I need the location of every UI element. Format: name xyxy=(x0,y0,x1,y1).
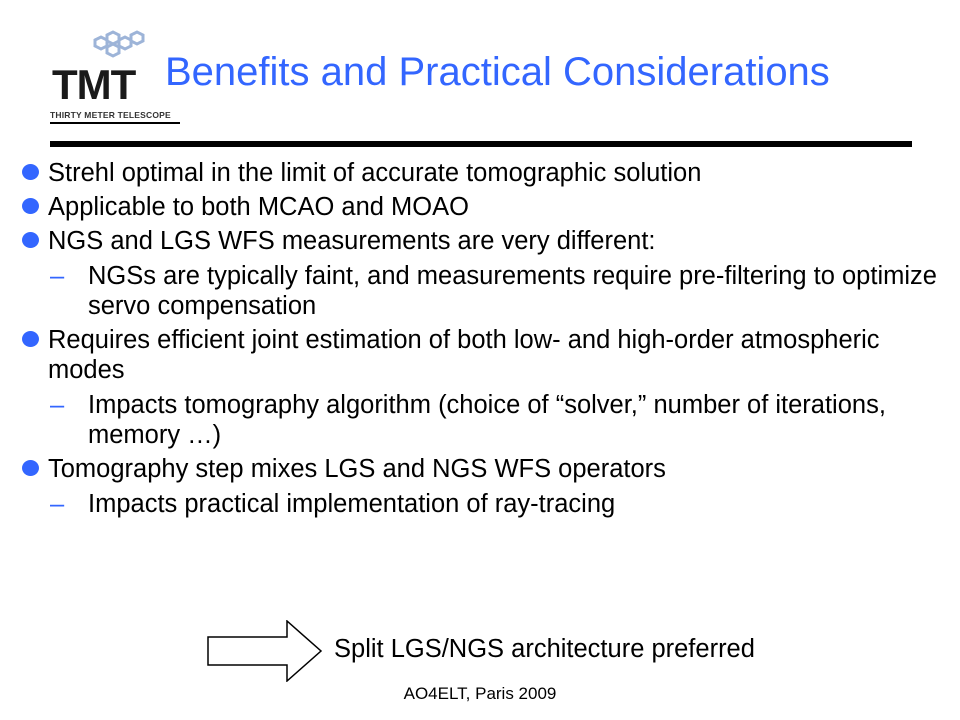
logo-subtitle: THIRTY METER TELESCOPE xyxy=(50,110,171,120)
bullet-item xyxy=(22,325,952,385)
bullet-list xyxy=(22,154,952,519)
bullet-dot-icon xyxy=(22,331,39,347)
dash-marker: – xyxy=(50,391,65,419)
bullet-item xyxy=(22,226,952,256)
logo-underline xyxy=(50,122,180,124)
logo-wordmark: TMT xyxy=(52,61,136,108)
bullet-item xyxy=(22,454,952,484)
bullet-text: Requires efficient joint estimation of both low- and high-order atmospheric modes xyxy=(48,326,880,384)
bullet-dot-icon xyxy=(22,164,39,180)
bullet-dot-icon xyxy=(22,198,39,214)
bullet-text: Strehl optimal in the limit of accurate tomographic solution xyxy=(48,159,702,187)
conclusion-text: Split LGS/NGS architecture preferred xyxy=(334,635,755,663)
sub-bullet-item xyxy=(22,390,952,450)
sub-bullet-item xyxy=(22,489,952,519)
dash-marker: – xyxy=(50,262,65,290)
sub-bullet-text: Impacts tomography algorithm (choice of “solver,” number of iterations, memory …) xyxy=(88,391,886,449)
bullet-text: Applicable to both MCAO and MOAO xyxy=(48,193,469,221)
bullet-text: Tomography step mixes LGS and NGS WFS operators xyxy=(48,455,666,483)
right-arrow-icon xyxy=(207,620,323,682)
slide-title: Benefits and Practical Considerations xyxy=(165,50,830,94)
bullet-item xyxy=(22,158,952,188)
bullet-dot-icon xyxy=(22,232,39,248)
sub-bullet-item xyxy=(22,261,952,321)
bullet-text: NGS and LGS WFS measurements are very different: xyxy=(48,227,656,255)
footer-text: AO4ELT, Paris 2009 xyxy=(403,684,557,703)
dash-marker: – xyxy=(50,490,65,518)
bullet-item xyxy=(22,192,952,222)
sub-bullet-text: NGSs are typically faint, and measurements require pre-filtering to optimize servo compensation xyxy=(88,262,937,320)
sub-bullet-text: Impacts practical implementation of ray-tracing xyxy=(88,490,616,518)
bullet-dot-icon xyxy=(22,460,39,476)
tmt-logo xyxy=(48,30,178,122)
title-divider xyxy=(50,141,912,147)
